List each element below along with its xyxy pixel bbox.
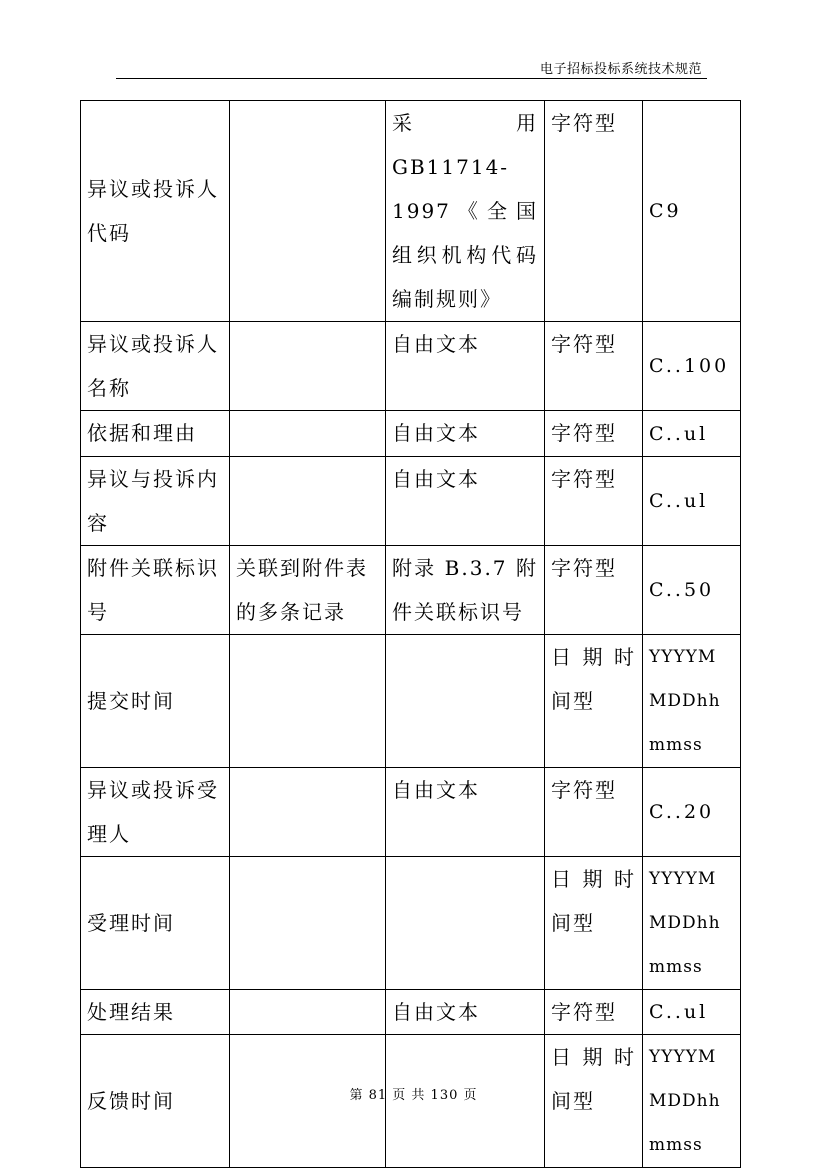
field-desc-cell bbox=[230, 857, 386, 990]
field-name-cell: 异议与投诉内容 bbox=[81, 457, 230, 546]
field-name-cell: 异议或投诉人代码 bbox=[81, 101, 230, 322]
table-row bbox=[81, 990, 741, 1035]
field-rule-cell bbox=[386, 857, 545, 990]
field-rule-cell: 自由文本 bbox=[386, 457, 545, 546]
field-type-cell: 日 期 时间型 bbox=[545, 1035, 643, 1168]
field-type-cell: 字符型 bbox=[545, 990, 643, 1035]
field-name-cell: 依据和理由 bbox=[81, 411, 230, 457]
field-name-cell: 异议或投诉受理人 bbox=[81, 768, 230, 857]
field-desc-cell bbox=[230, 768, 386, 857]
field-format-cell: C..ul bbox=[643, 411, 741, 457]
field-type-cell: 日 期 时间型 bbox=[545, 635, 643, 768]
table-row bbox=[81, 457, 741, 546]
field-rule-cell: 自由文本 bbox=[386, 322, 545, 411]
field-desc-cell bbox=[230, 322, 386, 411]
spec-table bbox=[80, 100, 741, 1168]
field-name-cell: 附件关联标识号 bbox=[81, 546, 230, 635]
field-format-cell: C9 bbox=[643, 101, 741, 322]
field-desc-cell bbox=[230, 457, 386, 546]
field-format-cell: YYYYMMDDhhmmss bbox=[643, 1035, 741, 1168]
field-name-cell: 异议或投诉人名称 bbox=[81, 322, 230, 411]
field-format-cell: C..100 bbox=[643, 322, 741, 411]
table-row bbox=[81, 101, 741, 322]
field-name-cell: 受理时间 bbox=[81, 857, 230, 990]
field-name-cell: 提交时间 bbox=[81, 635, 230, 768]
field-rule-cell: 附录 B.3.7 附件关联标识号 bbox=[386, 546, 545, 635]
field-format-cell: C..50 bbox=[643, 546, 741, 635]
header-rule bbox=[116, 78, 707, 79]
field-rule-cell: 采用 GB11714-1997《全国组织机构代码编制规则》 bbox=[386, 101, 545, 322]
table-row bbox=[81, 322, 741, 411]
page-number: 第 81 页 共 130 页 bbox=[349, 1088, 478, 1103]
table-row bbox=[81, 857, 741, 990]
field-name-cell: 处理结果 bbox=[81, 990, 230, 1035]
field-rule-cell: 自由文本 bbox=[386, 990, 545, 1035]
field-format-cell: C..ul bbox=[643, 457, 741, 546]
field-type-cell: 日 期 时间型 bbox=[545, 857, 643, 990]
table-row bbox=[81, 546, 741, 635]
field-type-cell: 字符型 bbox=[545, 322, 643, 411]
field-type-cell: 字符型 bbox=[545, 101, 643, 322]
field-desc-cell bbox=[230, 101, 386, 322]
table-row bbox=[81, 635, 741, 768]
field-desc-cell bbox=[230, 990, 386, 1035]
field-desc-cell bbox=[230, 635, 386, 768]
field-format-cell: YYYYMMDDhhmmss bbox=[643, 857, 741, 990]
field-rule-cell: 自由文本 bbox=[386, 411, 545, 457]
field-type-cell: 字符型 bbox=[545, 546, 643, 635]
table-row bbox=[81, 768, 741, 857]
field-format-cell: C..20 bbox=[643, 768, 741, 857]
field-rule-cell: 自由文本 bbox=[386, 768, 545, 857]
running-header: 电子招标投标系统技术规范 bbox=[539, 62, 702, 77]
field-format-cell: C..ul bbox=[643, 990, 741, 1035]
field-type-cell: 字符型 bbox=[545, 457, 643, 546]
field-desc-cell bbox=[230, 411, 386, 457]
field-format-cell: YYYYMMDDhhmmss bbox=[643, 635, 741, 768]
field-type-cell: 字符型 bbox=[545, 768, 643, 857]
field-type-cell: 字符型 bbox=[545, 411, 643, 457]
field-name-cell: 反馈时间 bbox=[81, 1035, 230, 1168]
field-rule-cell bbox=[386, 635, 545, 768]
table-row bbox=[81, 411, 741, 457]
field-desc-cell: 关联到附件表的多条记录 bbox=[230, 546, 386, 635]
